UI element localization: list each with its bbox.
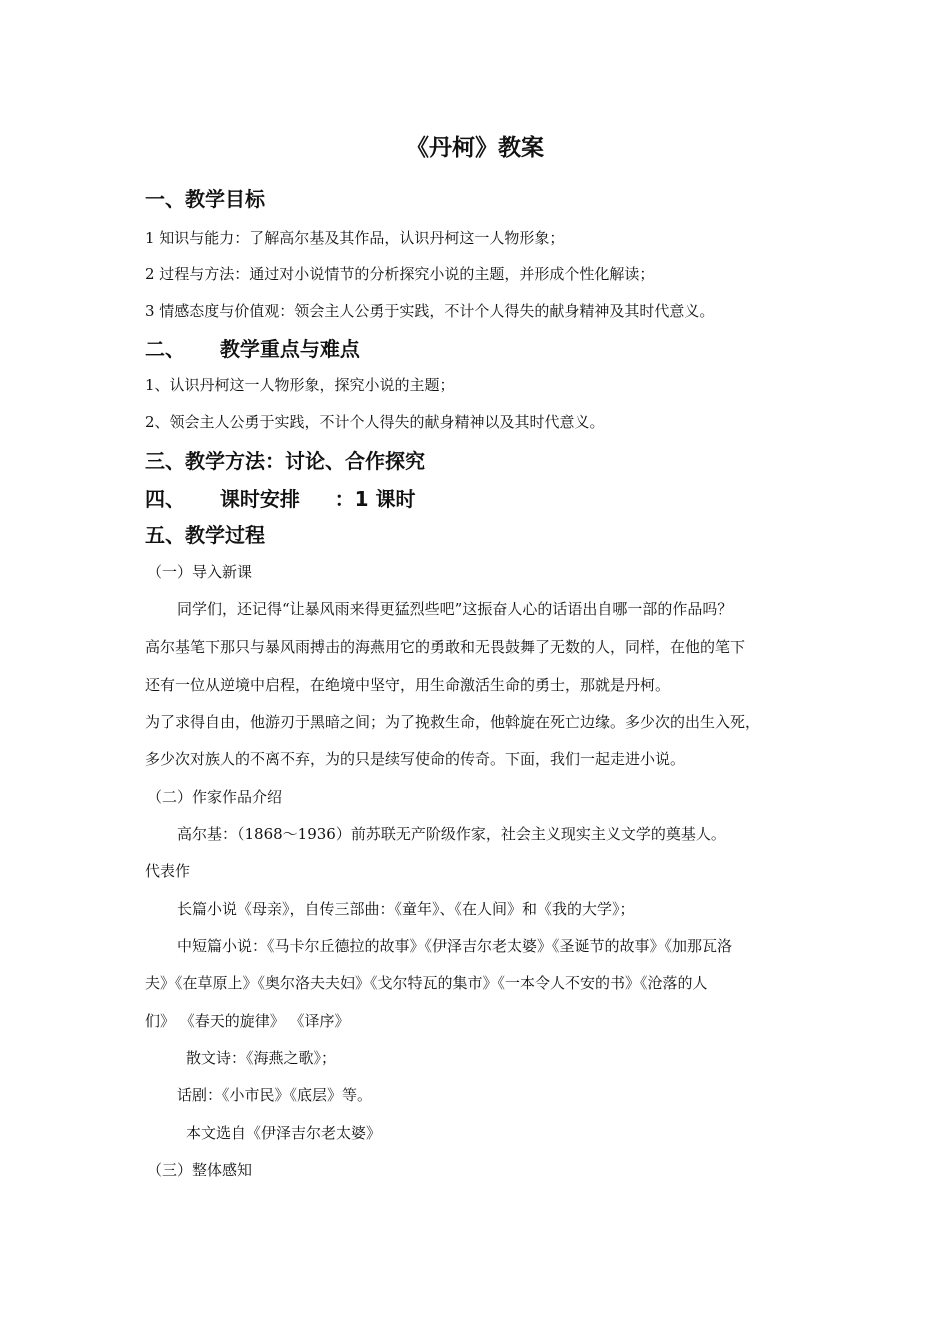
works-short-stories: 中短篇小说：《马卡尔丘德拉的故事》《伊泽吉尔老太婆》《圣诞节的故事》《加那瓦洛 [177, 937, 733, 955]
key-point-item: 1、认识丹柯这一人物形象，探究小说的主题； [145, 376, 455, 394]
subheading-overview: （三）整体感知 [147, 1161, 253, 1179]
heading-teaching-goals: 一、教学目标 [145, 187, 265, 211]
goal-item: 2 过程与方法：通过对小说情节的分析探究小说的主题，并形成个性化解读； [145, 265, 655, 283]
intro-line: 还有一位从逆境中启程，在绝境中坚守，用生命激活生命的勇士，那就是丹柯。 [145, 676, 671, 694]
works-short-stories: 们》 《春天的旋律》 《译序》 [145, 1012, 350, 1030]
works-label: 代表作 [145, 862, 191, 880]
heading-key-points: 二、 教学重点与难点 [145, 337, 360, 361]
heading-teaching-methods: 三、教学方法：讨论、合作探究 [145, 449, 425, 473]
subheading-author: （二）作家作品介绍 [147, 788, 283, 806]
intro-line: 为了求得自由，他游刃于黑暗之间；为了挽救生命，他斡旋在死亡边缘。多少次的出生入死， [145, 713, 761, 731]
intro-line: 多少次对族人的不离不弃，为的只是续写使命的传奇。下面，我们一起走进小说。 [145, 750, 686, 768]
goal-item: 3 情感态度与价值观：领会主人公勇于实践，不计个人得失的献身精神及其时代意义。 [145, 302, 715, 320]
key-point-item: 2、领会主人公勇于实践，不计个人得失的献身精神以及其时代意义。 [145, 413, 605, 431]
works-novels: 长篇小说《母亲》，自传三部曲：《童年》、《在人间》和《我的大学》； [177, 900, 635, 918]
intro-line: 同学们，还记得“让暴风雨来得更猛烈些吧”这振奋人心的话语出自哪一部的作品吗？ [177, 600, 733, 618]
works-drama: 话剧：《小市民》《底层》等。 [177, 1086, 373, 1104]
goal-item: 1 知识与能力：了解高尔基及其作品，认识丹柯这一人物形象； [145, 229, 565, 247]
works-prose-poem: 散文诗：《海燕之歌》； [186, 1049, 337, 1067]
text-source: 本文选自《伊泽吉尔老太婆》 [186, 1124, 382, 1142]
document-title: 《丹柯》教案 [406, 135, 544, 161]
intro-line: 高尔基笔下那只与暴风雨搏击的海燕用它的勇敢和无畏鼓舞了无数的人，同样，在他的笔下 [145, 638, 746, 656]
heading-teaching-process: 五、教学过程 [145, 523, 265, 547]
heading-schedule: 四、 课时安排 ：1 课时 [145, 487, 416, 511]
works-short-stories: 夫》《在草原上》《奥尔洛夫夫妇》《戈尔特瓦的集市》《一本令人不安的书》《沧落的人 [145, 974, 708, 992]
subheading-intro: （一）导入新课 [147, 563, 253, 581]
author-bio: 高尔基：（1868～1936）前苏联无产阶级作家，社会主义现实主义文学的奠基人。 [177, 825, 726, 843]
